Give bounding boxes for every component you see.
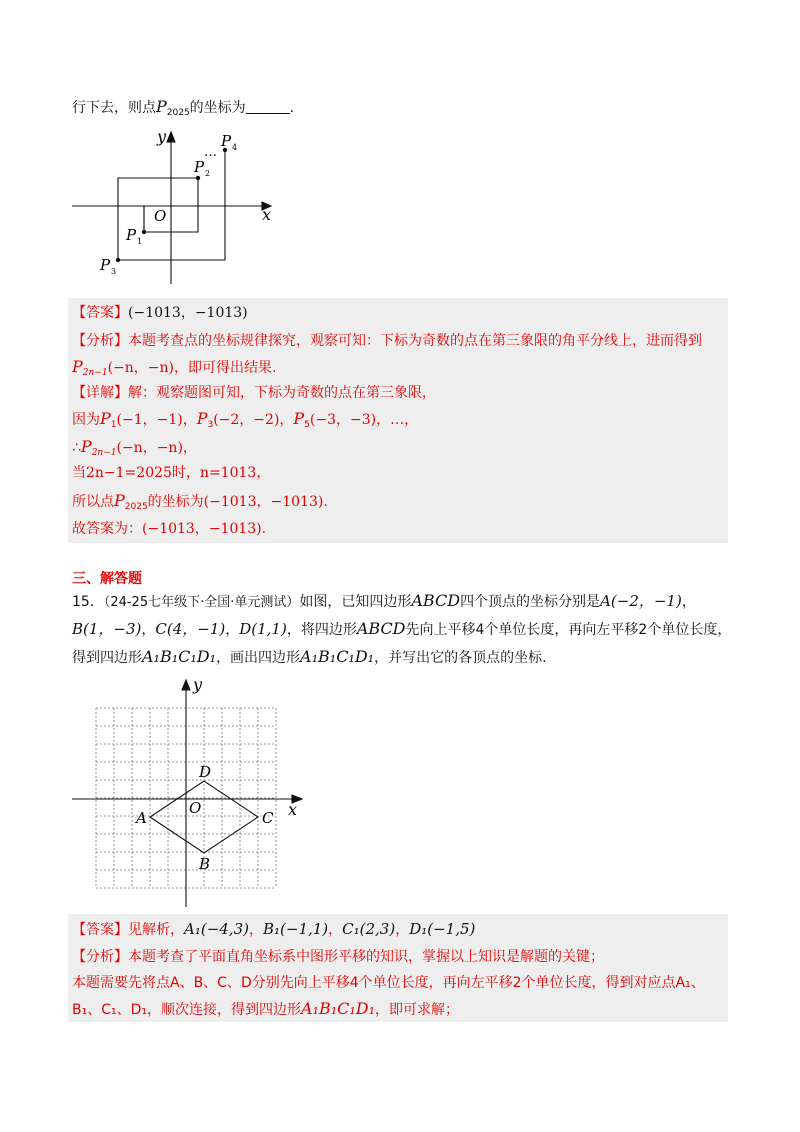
- analysis-end: ，即可得出结果.: [173, 360, 277, 376]
- p2025-sub: 2025: [124, 502, 148, 512]
- sep: ，: [328, 922, 343, 938]
- final-answer-end: .: [261, 521, 267, 537]
- detail-because: 因为: [72, 412, 100, 428]
- so-end: .: [323, 494, 328, 510]
- therefore-symbol: ∴: [72, 440, 81, 456]
- detail-p1-sub: 1: [110, 420, 117, 430]
- x-axis-label: x: [288, 800, 298, 819]
- section-title: 三、解答题: [72, 571, 142, 587]
- ellipsis-label: …: [204, 145, 217, 160]
- point-a-coord: A(−2，−1): [600, 592, 682, 610]
- a14-detail-line-4: [72, 462, 270, 484]
- p2-subscript: 2: [205, 169, 211, 178]
- analysis-text: 本题考查点的坐标规律探究，观察可知：下标为奇数的点在第三象限的角平分线上，进而得到: [128, 333, 702, 349]
- analysis-point: P: [72, 357, 83, 376]
- detail-p3-sub: 3: [207, 420, 214, 430]
- detail-p1-coord: (−1，−1): [116, 412, 183, 428]
- q15-line-1: [72, 590, 696, 614]
- q15-new-shape: A₁B₁C₁D₁: [142, 647, 217, 666]
- a14-answer-line: [72, 302, 248, 324]
- point-p1: [142, 230, 146, 234]
- a15-analysis-line: [72, 946, 604, 968]
- origin-label: O: [189, 799, 202, 817]
- q15-result-c: ，并写出它的各顶点的坐标.: [374, 650, 547, 666]
- q15-figure: [66, 672, 316, 917]
- q15-line-2: [72, 618, 731, 641]
- analysis-shape: A₁B₁C₁D₁: [301, 999, 376, 1018]
- so-text: 所以点: [72, 494, 114, 510]
- detail-p3: P: [196, 409, 208, 428]
- general-point: P: [80, 437, 92, 456]
- q15-line-3: [72, 646, 547, 669]
- q14-tail-end: 的坐标为: [189, 100, 246, 116]
- point-p2: [196, 176, 200, 180]
- detail-p1: P: [100, 409, 111, 428]
- analysis-text: 本题考查了平面直角坐标系中图形平移的知识，掌握以上知识是解题的关键；: [128, 949, 604, 965]
- vertex-d-label: D: [199, 763, 212, 781]
- general-coord: (−n，−n): [116, 440, 183, 456]
- sep: ，: [225, 622, 240, 638]
- p4-label: P: [221, 132, 232, 150]
- y-axis-arrow: [182, 680, 190, 690]
- c1-coord: C₁(2,3): [342, 920, 396, 938]
- answer-blank: [246, 99, 290, 114]
- q15-shape-2: ABCD: [356, 619, 406, 638]
- equation: 2n−1=2025: [86, 465, 172, 481]
- a15-analysis-line-3: [72, 998, 459, 1021]
- detail-p3-coord: (−2，−2): [213, 412, 280, 428]
- vertex-c-label: C: [262, 809, 274, 827]
- q14-point-subscript: 2025: [166, 108, 190, 118]
- detail-tag: 【详解】: [72, 385, 128, 401]
- q15-new-shape-2: A₁B₁C₁D₁: [300, 647, 375, 666]
- answer-tag: 【答案】: [72, 305, 128, 321]
- p2025-label: P: [114, 491, 125, 510]
- when-end: ，: [256, 465, 271, 481]
- question-number: 15．: [72, 594, 104, 610]
- point-p3: [116, 258, 120, 262]
- detail-sep: ，: [279, 412, 294, 428]
- detail-p5-coord: (−3，−3): [309, 412, 377, 428]
- vertex-b-label: B: [199, 855, 211, 873]
- y-axis-label: y: [193, 675, 203, 694]
- a15-answer-line: [72, 918, 475, 941]
- x-axis-label: x: [262, 205, 272, 224]
- p3-label: P: [100, 256, 111, 274]
- answer-tag: 【答案】: [72, 922, 128, 938]
- final-answer-text: 故答案为：: [72, 521, 142, 537]
- p2025-coord: (−1013，−1013): [203, 494, 324, 510]
- sep: ，: [141, 622, 156, 638]
- q15-text-b: 四个顶点的坐标分别是: [460, 594, 601, 610]
- p1-label: P: [126, 226, 137, 244]
- n-value: n=1013: [199, 465, 257, 481]
- point-b-coord: B(1，−3): [72, 620, 142, 638]
- point-d-coord: D(1,1): [239, 620, 287, 638]
- point-c-coord: C(4，−1): [155, 620, 226, 638]
- p4-subscript: 4: [232, 143, 238, 152]
- analysis-tag: 【分析】: [72, 333, 128, 349]
- q15-text-end: ，: [681, 594, 696, 610]
- analysis-coordinate: (−n，−n): [107, 360, 174, 376]
- when-text: 当: [72, 465, 86, 481]
- detail-p5-sub: 5: [304, 420, 310, 430]
- a14-detail-line: [72, 382, 436, 404]
- p3-subscript: 3: [111, 267, 117, 276]
- a1-coord: A₁(−4,3): [184, 920, 249, 938]
- analysis-end: ，即可求解；: [375, 1002, 460, 1018]
- a14-analysis-line: [72, 330, 702, 352]
- q14-period: .: [289, 100, 295, 116]
- y-axis-arrow: [167, 132, 175, 142]
- q14-figure: [66, 124, 286, 284]
- b1-coord: B₁(−1,1): [262, 920, 329, 938]
- q14-tail-text: 行下去，则点: [72, 100, 156, 116]
- a15-analysis-line-2: 本题需要先将点A、B、C、D分别先向上平移4个单位长度，再向左平移2个单位长度，得到对应点A₁、: [72, 975, 705, 991]
- answer-value: (−1013，−1013): [128, 305, 248, 321]
- analysis-subscript: 2n−1: [82, 368, 108, 378]
- q15-result-b: ，画出四边形: [216, 650, 301, 666]
- q15-translate-a: ，将四边形: [286, 622, 357, 638]
- q15-result-a: 得到四边形: [72, 650, 142, 666]
- detail-text: 解：观察题图可知，下标为奇数的点在第三象限，: [128, 385, 436, 401]
- origin-label: O: [154, 207, 167, 225]
- a14-detail-line-3: [72, 436, 197, 464]
- d1-coord: D₁(−1,5): [409, 920, 476, 938]
- analysis-connect: B₁、C₁、D₁，顺次连接，得到四边形: [72, 1002, 301, 1018]
- q15-text-a: 如图，已知四边形: [299, 594, 412, 610]
- so-mid: 的坐标为: [147, 494, 204, 510]
- p1-subscript: 1: [137, 237, 143, 246]
- final-answer-coord: (−1013，−1013): [142, 521, 262, 537]
- question-14-tail: [72, 96, 294, 124]
- q14-point-label: P: [156, 97, 167, 116]
- p2-label: P: [194, 158, 205, 176]
- a14-detail-line-6: [72, 518, 266, 540]
- sep: ，: [248, 922, 263, 938]
- question-source: （24-25七年级下·全国·单元测试）: [103, 595, 300, 610]
- when-mid: 时，: [171, 465, 200, 481]
- analysis-tag: 【分析】: [72, 949, 128, 965]
- detail-end: ，…，: [376, 412, 419, 428]
- q15-shape: ABCD: [411, 591, 461, 610]
- general-end: ，: [182, 440, 197, 456]
- a14-analysis-line-2: [72, 356, 276, 384]
- detail-sep: ，: [182, 412, 197, 428]
- a14-detail-line-5: [72, 490, 328, 518]
- q15-translate-b: 先向上平移4个单位长度，再向左平移2个单位长度，: [405, 622, 732, 638]
- vertex-a-label: A: [136, 809, 147, 827]
- sep: ，: [395, 922, 410, 938]
- answer-text: 见解析，: [128, 922, 184, 938]
- a14-detail-line-2: [72, 408, 418, 436]
- detail-p5: P: [293, 409, 305, 428]
- general-sub: 2n−1: [91, 448, 117, 458]
- y-axis-label: y: [157, 127, 167, 146]
